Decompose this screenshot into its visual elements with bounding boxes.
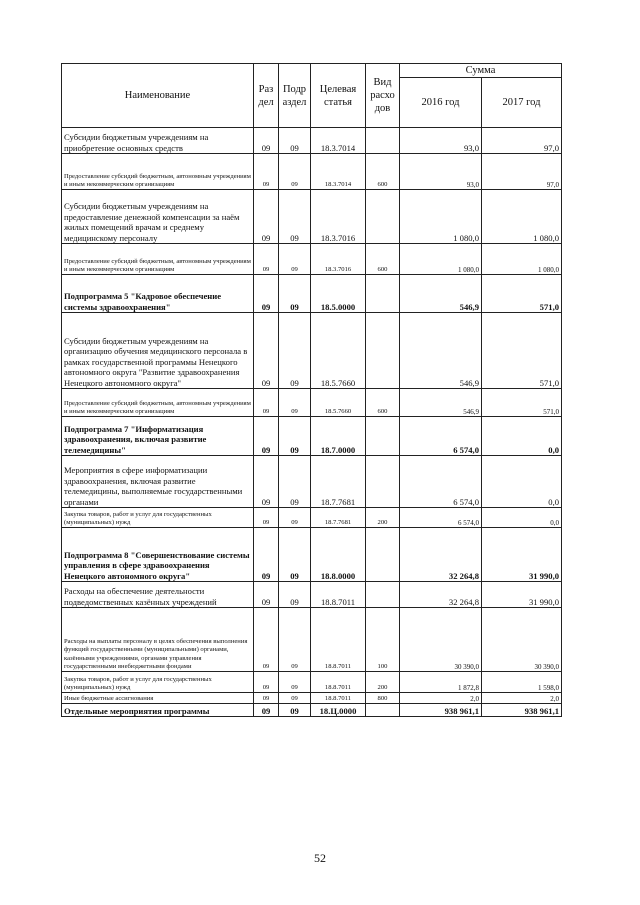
row-sum-2017: 97,0 [482, 154, 562, 190]
row-target: 18.7.7681 [311, 508, 366, 528]
row-podrazdel: 09 [279, 608, 311, 672]
table-body [62, 128, 562, 717]
row-sum-2016: 1 080,0 [400, 244, 482, 275]
row-target: 18.3.7014 [311, 154, 366, 190]
row-target: 18.8.7011 [311, 582, 366, 608]
row-name: Подпрограмма 8 "Совершенствование системы управления в сфере здравоохранения Ненецкого автономного округа" [62, 528, 254, 582]
row-razdel: 09 [254, 313, 279, 389]
row-name: Подпрограмма 7 "Информатизация здравоохранения, включая развитие телемедицины" [62, 417, 254, 456]
table-row [62, 528, 562, 582]
row-sum-2016: 6 574,0 [400, 508, 482, 528]
table-row [62, 275, 562, 313]
row-razdel: 09 [254, 508, 279, 528]
table-row [62, 389, 562, 417]
row-target: 18.3.7014 [311, 128, 366, 154]
row-target: 18.7.0000 [311, 417, 366, 456]
row-sum-2016: 1 872,8 [400, 672, 482, 693]
row-razdel: 09 [254, 275, 279, 313]
row-razdel: 09 [254, 244, 279, 275]
row-name: Субсидии бюджетным учреждениям на приобретение основных средств [62, 128, 254, 154]
table-row [62, 456, 562, 508]
row-podrazdel: 09 [279, 417, 311, 456]
row-sum-2016: 93,0 [400, 128, 482, 154]
row-sum-2017: 0,0 [482, 508, 562, 528]
table-row [62, 672, 562, 693]
row-razdel: 09 [254, 417, 279, 456]
row-name: Расходы на выплаты персоналу в целях обеспечения выполнения функций государственными (муниципальными) органами, казёнными учреждениями, органами управления государственными внебюджетными фондами [62, 608, 254, 672]
row-razdel: 09 [254, 608, 279, 672]
row-sum-2017: 1 080,0 [482, 190, 562, 244]
table-row [62, 508, 562, 528]
row-name: Мероприятия в сфере информатизации здравоохранения, включая развитие телемедицины, выполняемые государственными органами [62, 456, 254, 508]
table-row [62, 704, 562, 717]
table-row [62, 313, 562, 389]
row-sum-2016: 546,9 [400, 389, 482, 417]
row-sum-2016: 1 080,0 [400, 190, 482, 244]
row-target: 18.5.0000 [311, 275, 366, 313]
row-name: Иные бюджетные ассигнования [62, 693, 254, 704]
row-target: 18.5.7660 [311, 313, 366, 389]
row-target: 18.8.0000 [311, 528, 366, 582]
row-vid: 600 [366, 244, 400, 275]
header-sum: Сумма [400, 64, 562, 78]
table-row [62, 608, 562, 672]
row-name: Субсидии бюджетным учреждениям на предоставление денежной компенсации за наём жилых помещений врачам и среднему медицинскому персоналу [62, 190, 254, 244]
header-name: Наименование [62, 64, 254, 128]
row-name: Подпрограмма 5 "Кадровое обеспечение системы здравоохранения" [62, 275, 254, 313]
row-vid [366, 456, 400, 508]
row-sum-2016: 2,0 [400, 693, 482, 704]
row-sum-2017: 571,0 [482, 389, 562, 417]
row-razdel: 09 [254, 456, 279, 508]
row-podrazdel: 09 [279, 154, 311, 190]
header-target: Целевая статья [311, 64, 366, 128]
table-row [62, 582, 562, 608]
row-podrazdel: 09 [279, 693, 311, 704]
row-vid: 100 [366, 608, 400, 672]
row-target: 18.8.7011 [311, 608, 366, 672]
row-razdel: 09 [254, 154, 279, 190]
row-podrazdel: 09 [279, 508, 311, 528]
row-podrazdel: 09 [279, 389, 311, 417]
row-sum-2016: 6 574,0 [400, 417, 482, 456]
row-vid: 600 [366, 154, 400, 190]
row-target: 18.7.7681 [311, 456, 366, 508]
row-sum-2016: 938 961,1 [400, 704, 482, 717]
row-podrazdel: 09 [279, 313, 311, 389]
row-sum-2016: 6 574,0 [400, 456, 482, 508]
row-vid [366, 582, 400, 608]
row-podrazdel: 09 [279, 190, 311, 244]
row-name: Предоставление субсидий бюджетным, автономным учреждениям и иным некоммерческим организациям [62, 389, 254, 417]
row-vid [366, 313, 400, 389]
row-name: Субсидии бюджетным учреждениям на организацию обучения медицинского персонала в рамках государственной программы Ненецкого автономного округа "Развитие здравоохранения Ненецкого автономного округа" [62, 313, 254, 389]
header-razdel: Раз дел [254, 64, 279, 128]
row-sum-2016: 32 264,8 [400, 528, 482, 582]
row-vid [366, 128, 400, 154]
table-row [62, 190, 562, 244]
row-vid: 200 [366, 508, 400, 528]
row-vid [366, 417, 400, 456]
budget-table [61, 63, 562, 717]
header-year-2016: 2016 год [400, 78, 482, 128]
row-razdel: 09 [254, 582, 279, 608]
row-razdel: 09 [254, 128, 279, 154]
row-vid: 200 [366, 672, 400, 693]
row-vid: 800 [366, 693, 400, 704]
header-year-2017: 2017 год [482, 78, 562, 128]
row-podrazdel: 09 [279, 704, 311, 717]
row-razdel: 09 [254, 528, 279, 582]
row-name: Отдельные мероприятия программы [62, 704, 254, 717]
row-sum-2017: 0,0 [482, 456, 562, 508]
row-target: 18.5.7660 [311, 389, 366, 417]
row-sum-2017: 31 990,0 [482, 528, 562, 582]
row-sum-2017: 30 390,0 [482, 608, 562, 672]
row-target: 18.8.7011 [311, 693, 366, 704]
row-vid: 600 [366, 389, 400, 417]
row-razdel: 09 [254, 704, 279, 717]
row-sum-2016: 30 390,0 [400, 608, 482, 672]
row-podrazdel: 09 [279, 456, 311, 508]
row-name: Предоставление субсидий бюджетным, автономным учреждениям и иным некоммерческим организациям [62, 244, 254, 275]
row-name: Предоставление субсидий бюджетным, автономным учреждениям и иным некоммерческим организациям [62, 154, 254, 190]
row-vid [366, 190, 400, 244]
row-sum-2016: 546,9 [400, 275, 482, 313]
row-target: 18.8.7011 [311, 672, 366, 693]
row-sum-2016: 93,0 [400, 154, 482, 190]
table-header [62, 64, 562, 128]
table-row [62, 128, 562, 154]
page-number: 52 [314, 851, 326, 865]
row-target: 18.3.7016 [311, 190, 366, 244]
row-podrazdel: 09 [279, 128, 311, 154]
row-sum-2017: 2,0 [482, 693, 562, 704]
row-sum-2017: 1 080,0 [482, 244, 562, 275]
row-sum-2017: 938 961,1 [482, 704, 562, 717]
row-podrazdel: 09 [279, 275, 311, 313]
row-razdel: 09 [254, 389, 279, 417]
row-vid [366, 528, 400, 582]
row-razdel: 09 [254, 190, 279, 244]
table-row [62, 154, 562, 190]
table-row [62, 693, 562, 704]
table-row [62, 417, 562, 456]
table-row [62, 244, 562, 275]
row-sum-2016: 546,9 [400, 313, 482, 389]
row-sum-2017: 31 990,0 [482, 582, 562, 608]
row-name: Закупка товаров, работ и услуг для государственных (муниципальных) нужд [62, 672, 254, 693]
row-vid [366, 704, 400, 717]
row-sum-2016: 32 264,8 [400, 582, 482, 608]
row-podrazdel: 09 [279, 582, 311, 608]
header-podrazdel: Подр аздел [279, 64, 311, 128]
row-sum-2017: 0,0 [482, 417, 562, 456]
row-sum-2017: 97,0 [482, 128, 562, 154]
row-target: 18.3.7016 [311, 244, 366, 275]
row-razdel: 09 [254, 693, 279, 704]
row-target: 18.Ц.0000 [311, 704, 366, 717]
row-podrazdel: 09 [279, 528, 311, 582]
row-vid [366, 275, 400, 313]
row-sum-2017: 571,0 [482, 275, 562, 313]
row-sum-2017: 1 598,0 [482, 672, 562, 693]
row-podrazdel: 09 [279, 244, 311, 275]
row-name: Закупка товаров, работ и услуг для государственных (муниципальных) нужд [62, 508, 254, 528]
row-name: Расходы на обеспечение деятельности подведомственных казённых учреждений [62, 582, 254, 608]
header-vid: Вид расхо дов [366, 64, 400, 128]
row-podrazdel: 09 [279, 672, 311, 693]
row-razdel: 09 [254, 672, 279, 693]
row-sum-2017: 571,0 [482, 313, 562, 389]
